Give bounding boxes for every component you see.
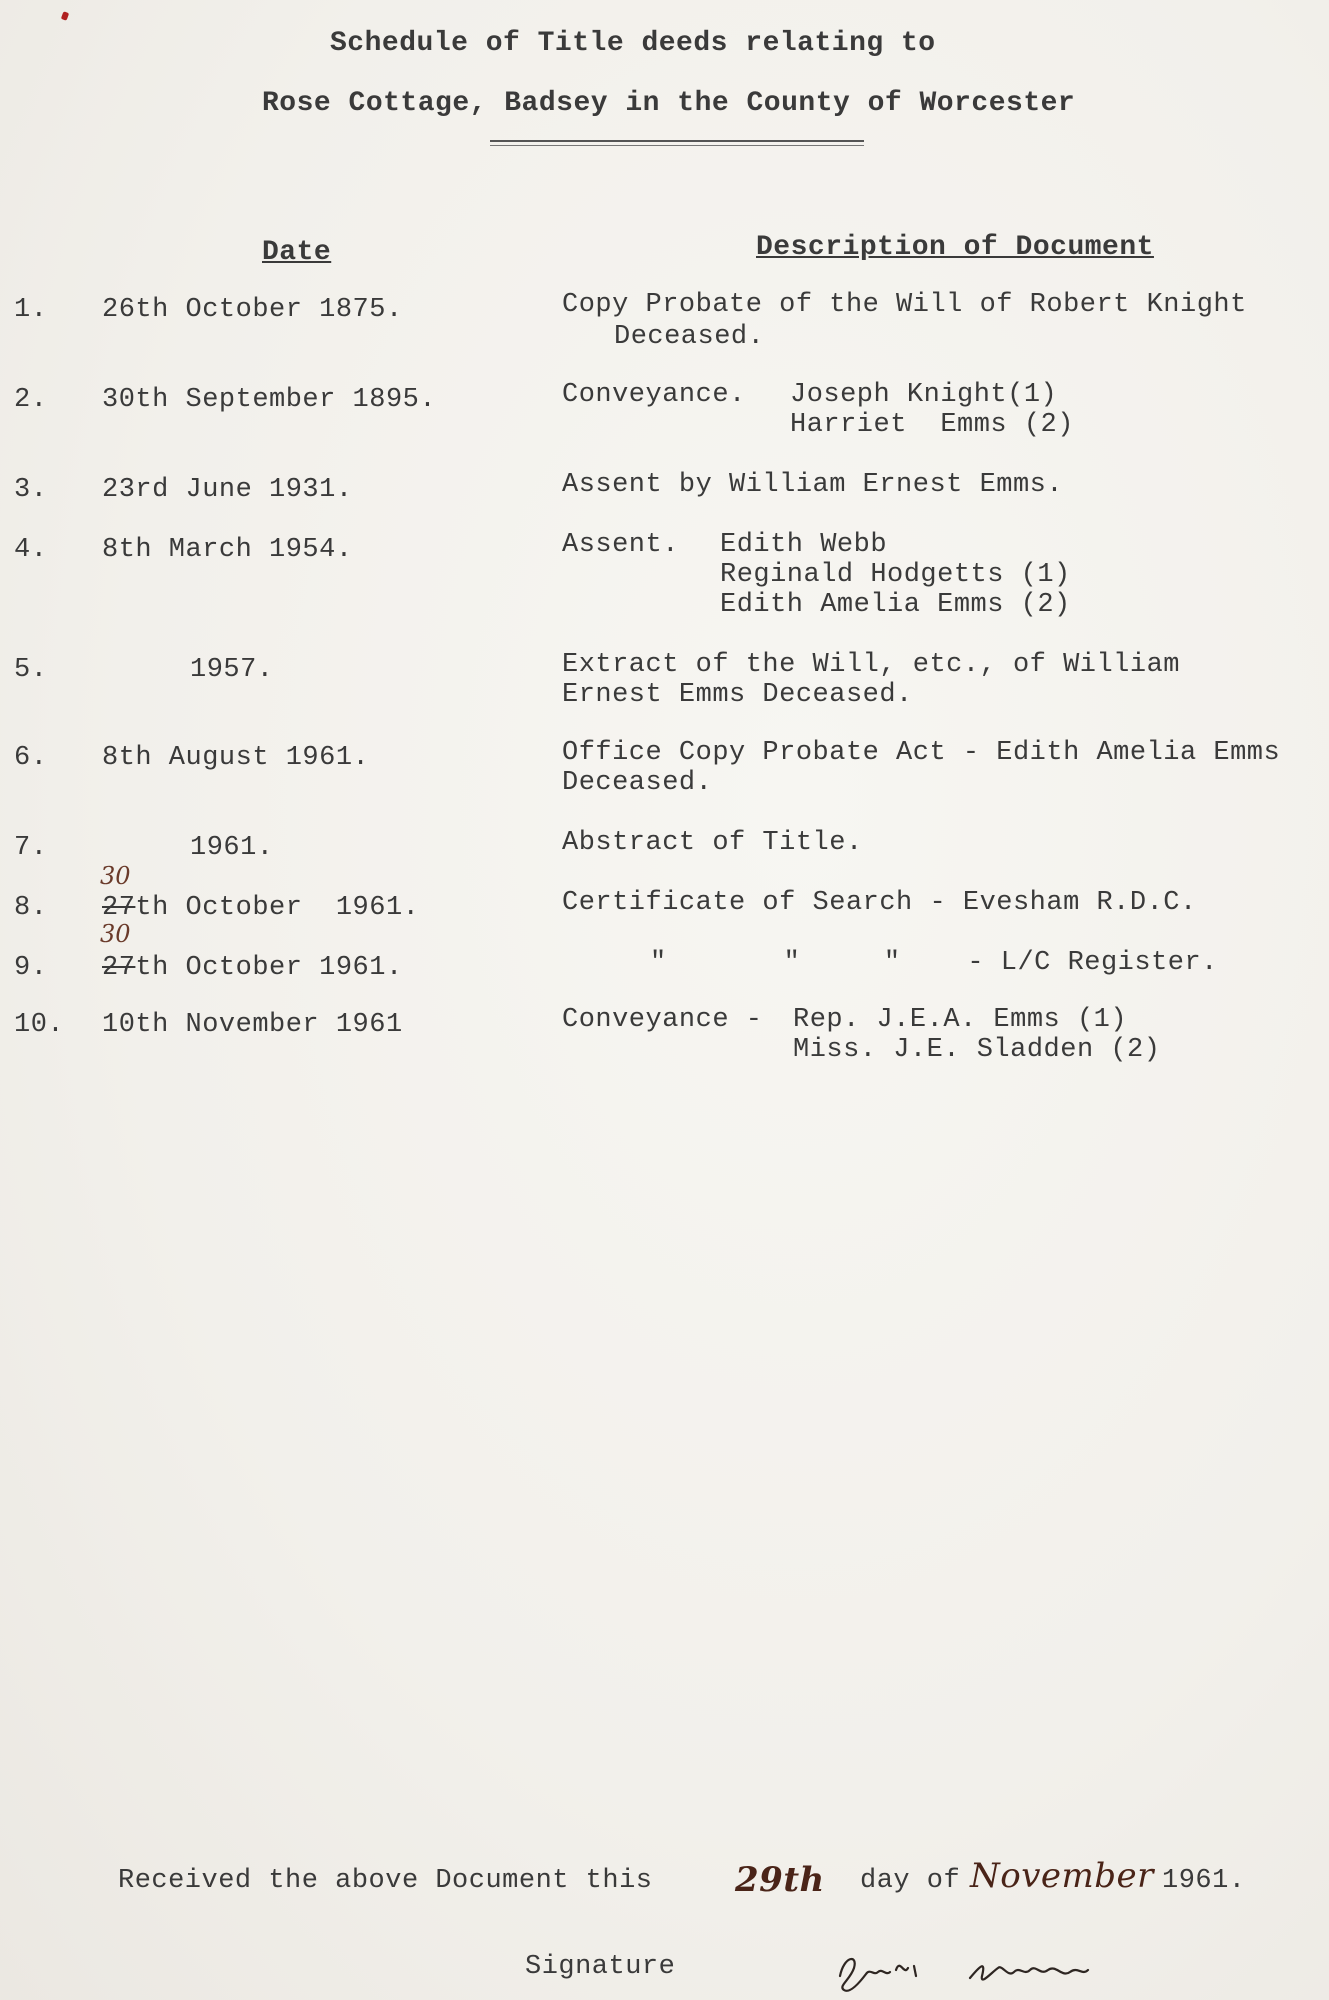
entry-number: 3. (14, 475, 48, 505)
header-date: Date (262, 237, 332, 268)
entry-date: 8th August 1961. (102, 743, 370, 773)
entry-party: Rep. J.E.A. Emms (1) (793, 1005, 1128, 1035)
entry-description-cont: Ernest Emms Deceased. (562, 680, 913, 710)
entry-description: Assent by William Ernest Emms. (562, 470, 1064, 500)
receipt-month: November (970, 1856, 1154, 1896)
receipt-text: Received the above Document this (118, 1866, 653, 1896)
entry-date: 23rd June 1931. (102, 475, 353, 505)
receipt-day-of: day of (860, 1866, 961, 1896)
entry-description: Extract of the Will, etc., of William (562, 650, 1180, 680)
entry-description: Conveyance. (562, 380, 746, 410)
entry-party: Harriet Emms (2) (790, 410, 1074, 440)
struck-day: 27 (102, 953, 136, 983)
entry-date: 8th March 1954. (102, 535, 353, 565)
entry-description: Conveyance - (562, 1005, 763, 1035)
entry-date (102, 953, 403, 983)
entry-date: 1961. (190, 833, 274, 863)
entry-description-cont: Deceased. (562, 768, 713, 798)
entry-party: Edith Amelia Emms (2) (720, 590, 1071, 620)
entry-party: Miss. J.E. Sladden (2) (793, 1035, 1161, 1065)
title-line-2: Rose Cottage, Badsey in the County of Worcester (262, 88, 1076, 119)
receipt-year: 1961. (1162, 1866, 1246, 1896)
entry-description: Office Copy Probate Act - Edith Amelia Emms (562, 738, 1281, 768)
entry-description: Copy Probate of the Will of Robert Knight (562, 290, 1247, 320)
handwritten-signature (830, 1946, 1160, 1996)
title-underline (490, 140, 864, 142)
handwritten-correction: 30 (100, 920, 131, 948)
entry-number: 1. (14, 295, 48, 325)
entry-number: 7. (14, 833, 48, 863)
handwritten-correction: 30 (100, 862, 131, 890)
entry-number: 2. (14, 385, 48, 415)
entry-date: 26th October 1875. (102, 295, 403, 325)
entry-number: 8. (14, 893, 48, 923)
entry-description-cont: Deceased. (614, 322, 765, 352)
entry-description: Abstract of Title. (562, 828, 863, 858)
entry-date: 1957. (190, 655, 274, 685)
entry-party: Reginald Hodgetts (1) (720, 560, 1071, 590)
receipt-day: 29th (735, 1860, 825, 1900)
entry-number: 5. (14, 655, 48, 685)
entry-date: 30th September 1895. (102, 385, 437, 415)
red-ink-mark (61, 11, 69, 21)
entry-number: 10. (14, 1010, 65, 1040)
entry-date: 10th November 1961 (102, 1010, 403, 1040)
entry-date-rest: th October 1961. (135, 953, 403, 983)
header-description: Description of Document (756, 232, 1154, 263)
title-underline-2 (490, 145, 864, 146)
entry-date-rest: th October 1961. (135, 893, 420, 923)
entry-party: Edith Webb (720, 530, 888, 560)
entry-description: Certificate of Search - Evesham R.D.C. (562, 888, 1197, 918)
struck-day: 27 (102, 893, 136, 923)
entry-description: Assent. (562, 530, 679, 560)
entry-number: 4. (14, 535, 48, 565)
entry-number: 9. (14, 953, 48, 983)
entry-date (102, 893, 419, 923)
title-line-1: Schedule of Title deeds relating to (330, 28, 936, 59)
entry-number: 6. (14, 743, 48, 773)
entry-party: Joseph Knight(1) (790, 380, 1058, 410)
entry-description: " " " - L/C Register. (650, 948, 1218, 978)
signature-label: Signature (525, 1952, 676, 1982)
